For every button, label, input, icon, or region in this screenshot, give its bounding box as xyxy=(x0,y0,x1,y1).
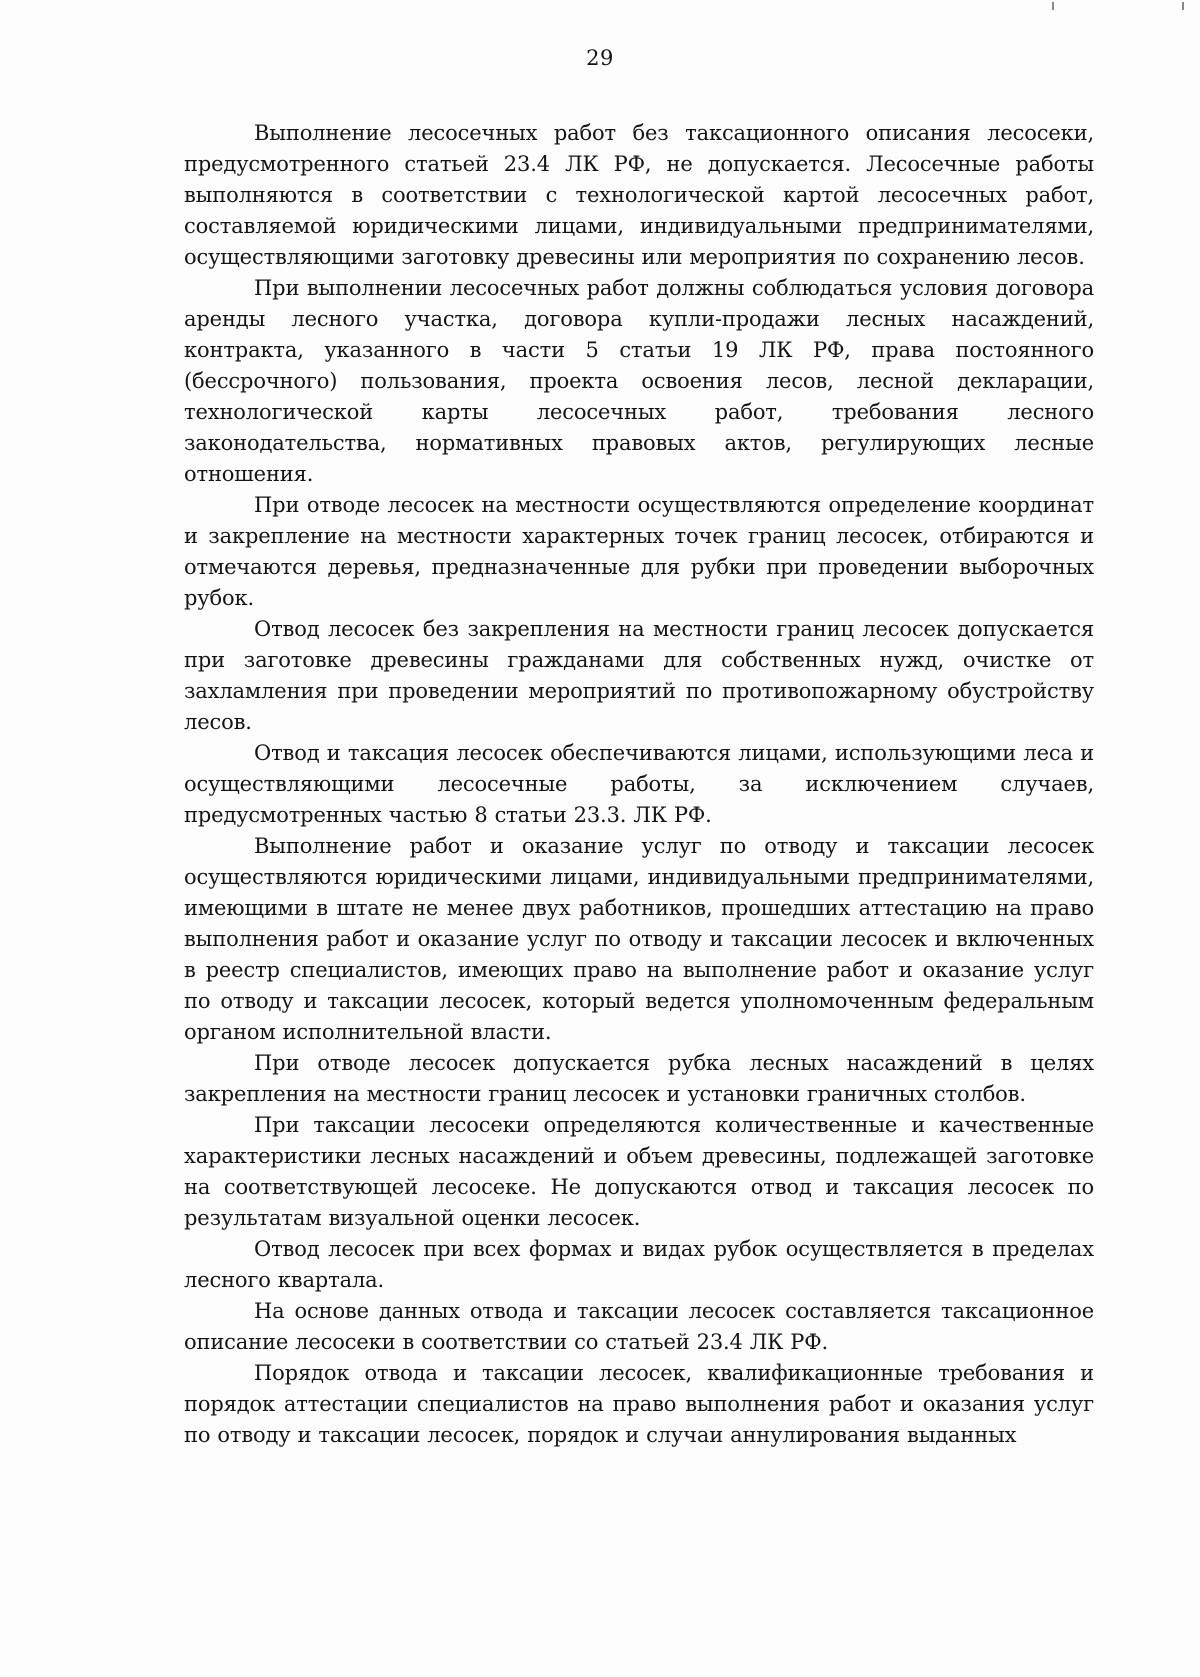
paragraph: Порядок отвода и таксации лесосек, квалификационные требования и порядок аттестации специалистов на право выполнения работ и оказания услуг по отводу и таксации лесосек, порядок и случаи аннулирования выданных xyxy=(184,1361,1094,1447)
scan-mark xyxy=(1052,2,1054,10)
paragraph: Отвод лесосек без закрепления на местности границ лесосек допускается при заготовке древесины гражданами для собственных нужд, очистке от захламления при проведении мероприятий по противопожарному обустройству лесов. xyxy=(184,617,1094,734)
paragraph: Выполнение лесосечных работ без таксационного описания лесосеки, предусмотренного статьей 23.4 ЛК РФ, не допускается. Лесосечные работы выполняются в соответствии с технологической картой лесосечных работ, составляемой юридическими лицами, индивидуальными предпринимателями, осуществляющими заготовку древесины или мероприятия по сохранению лесов. xyxy=(184,121,1094,269)
paragraph: На основе данных отвода и таксации лесосек составляется таксационное описание лесосеки в соответствии со статьей 23.4 ЛК РФ. xyxy=(184,1299,1094,1354)
document-body xyxy=(184,118,1094,1451)
paragraph: Отвод лесосек при всех формах и видах рубок осуществляется в пределах лесного квартала. xyxy=(184,1237,1094,1292)
paragraph: Выполнение работ и оказание услуг по отводу и таксации лесосек осуществляются юридическими лицами, индивидуальными предпринимателями, имеющими в штате не менее двух работников, прошедших аттестацию на право выполнения работ и оказание услуг по отводу и таксации лесосек и включенных в реестр специалистов, имеющих право на выполнение работ и оказание услуг по отводу и таксации лесосек, который ведется уполномоченным федеральным органом исполнительной власти. xyxy=(184,834,1094,1044)
paragraph: Отвод и таксация лесосек обеспечиваются лицами, использующими леса и осуществляющими лесосечные работы, за исключением случаев, предусмотренных частью 8 статьи 23.3. ЛК РФ. xyxy=(184,741,1094,827)
paragraph: При отводе лесосек на местности осуществляются определение координат и закрепление на местности характерных точек границ лесосек, отбираются и отмечаются деревья, предназначенные для рубки при проведении выборочных рубок. xyxy=(184,493,1094,610)
paragraph: При отводе лесосек допускается рубка лесных насаждений в целях закрепления на местности границ лесосек и установки граничных столбов. xyxy=(184,1051,1094,1106)
page-number: 29 xyxy=(586,46,614,70)
scan-artifacts xyxy=(900,0,1200,20)
scan-mark xyxy=(1182,2,1184,10)
paragraph: При таксации лесосеки определяются количественные и качественные характеристики лесных насаждений и объем древесины, подлежащей заготовке на соответствующей лесосеке. Не допускаются отвод и таксация лесосек по результатам визуальной оценки лесосек. xyxy=(184,1113,1094,1230)
paragraph: При выполнении лесосечных работ должны соблюдаться условия договора аренды лесного участка, договора купли-продажи лесных насаждений, контракта, указанного в части 5 статьи 19 ЛК РФ, права постоянного (бессрочного) пользования, проекта освоения лесов, лесной декларации, технологической карты лесосечных работ, требования лесного законодательства, нормативных правовых актов, регулирующих лесные отношения. xyxy=(184,276,1094,486)
